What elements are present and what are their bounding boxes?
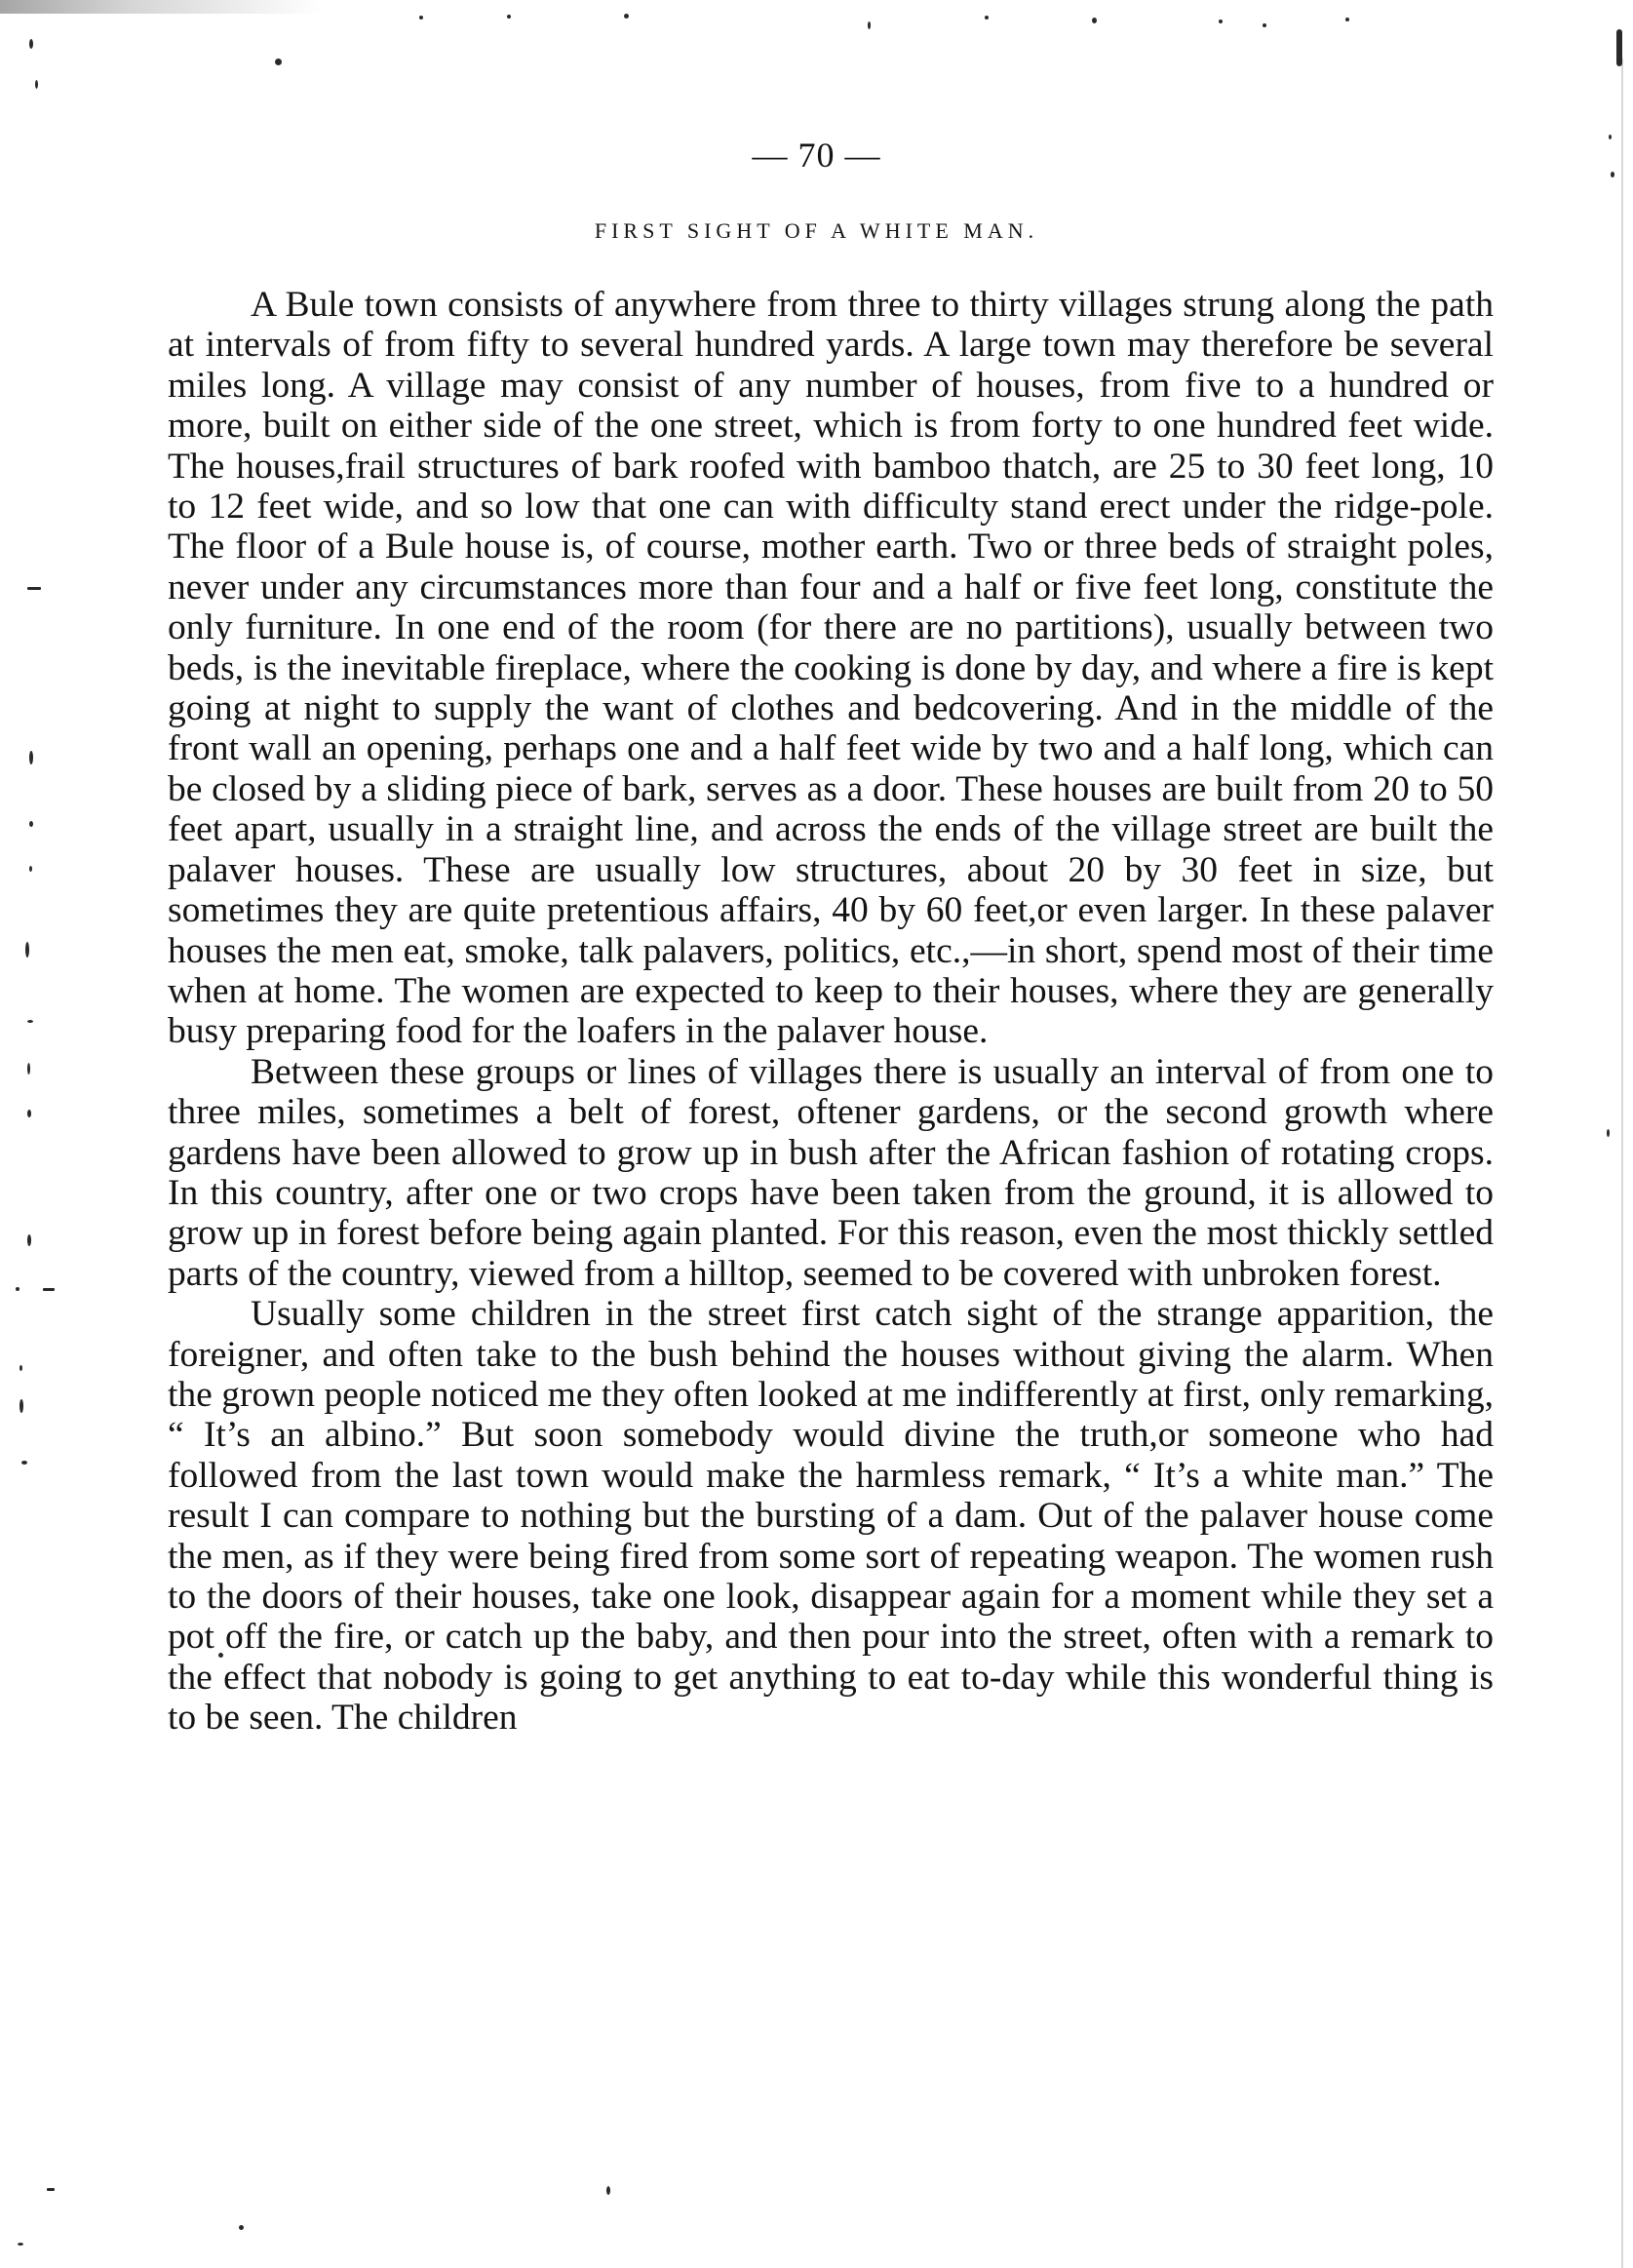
scan-speck bbox=[507, 15, 511, 19]
scan-speck bbox=[1219, 20, 1223, 23]
scan-speck bbox=[16, 1287, 19, 1291]
page-number: — 70 — bbox=[752, 136, 881, 175]
scan-speck bbox=[1345, 18, 1349, 21]
scan-right-edge bbox=[1621, 59, 1623, 2268]
scan-speck bbox=[29, 751, 33, 764]
scan-speck bbox=[19, 1365, 22, 1371]
scan-speck bbox=[239, 2225, 244, 2230]
scan-speck bbox=[25, 942, 29, 958]
scan-speck bbox=[606, 2186, 610, 2195]
scan-speck bbox=[21, 1461, 27, 1465]
scan-speck bbox=[47, 2188, 55, 2191]
scan-edge-shadow bbox=[0, 0, 322, 14]
paragraph: Usually some children in the street first catch sight of the strange apparition, the foreigner, and often take to the bush behind the houses without giving the alarm. When the grown people noticed me they often looked at me indifferently at first, only remarking, “ It’s an albino.” But soon somebody would divine the truth,or someone who had followed from the last town would make the harmless remark, “ It’s a white man.” The result I can compare to nothing but the bursting of a dam. Out of the palaver house come the men, as if they were being fired from some sort of repeating weapon. The women rush to the doors of their houses, take one look, disappear again for a moment while they set a pot off the fire, or catch up the baby, and then pour into the street, often with a remark to the effect that nobody is going to get anything to eat to-day while this wonderful thing is to be seen. The children bbox=[168, 1294, 1494, 1739]
scan-speck bbox=[985, 16, 989, 20]
scan-speck bbox=[35, 80, 38, 89]
scan-speck bbox=[868, 21, 871, 29]
scan-speck bbox=[27, 1234, 31, 1246]
scan-speck bbox=[419, 16, 423, 20]
body-text bbox=[168, 285, 1494, 1739]
scan-speck bbox=[29, 39, 33, 49]
scan-speck bbox=[27, 587, 41, 590]
scan-speck bbox=[275, 59, 282, 65]
scan-speck bbox=[1607, 1129, 1610, 1137]
scan-speck bbox=[27, 1063, 30, 1075]
scan-speck bbox=[27, 1020, 33, 1023]
scan-speck bbox=[27, 1110, 31, 1117]
scan-speck bbox=[19, 1399, 23, 1413]
scan-speck bbox=[1616, 29, 1622, 66]
scan-speck bbox=[624, 14, 629, 19]
scan-speck bbox=[1263, 23, 1266, 27]
scan-speck bbox=[43, 1288, 55, 1291]
scan-speck bbox=[29, 821, 33, 827]
scan-speck bbox=[29, 866, 32, 872]
paragraph: A Bule town consists of anywhere from three to thirty villages strung along the path at intervals of from fifty to several hundred yards. A large town may therefore be several miles long. A village may consist of any number of houses, from five to a hundred or more, built on either side of the one street, which is from forty to one hundred feet wide. The houses,frail structures of bark roofed with bamboo thatch, are 25 to 30 feet long, 10 to 12 feet wide, and so low that one can with difficulty stand erect under the ridge-pole. The floor of a Bule house is, of course, mother earth. Two or three beds of straight poles, never under any circumstances more than four and a half or five feet long, constitute the only furniture. In one end of the room (for there are no partitions), usually between two beds, is the inevitable fireplace, where the cooking is done by day, and where a fire is kept going at night to supply the want of clothes and bedcovering. And in the middle of the front wall an opening, perhaps one and a half feet wide by two and a half long, which can be closed by a sliding piece of bark, serves as a door. These houses are built from 20 to 50 feet apart, usually in a straight line, and across the ends of the village street are built the palaver houses. These are usually low structures, about 20 by 30 feet in size, but sometimes they are quite pretentious affairs, 40 by 60 feet,or even larger. In these palaver houses the men eat, smoke, talk palavers, politics, etc.,—in short, spend most of their time when at home. The women are expected to keep to their houses, where they are generally busy preparing food for the loafers in the palaver house. bbox=[168, 285, 1494, 1052]
section-title: FIRST SIGHT OF A WHITE MAN. bbox=[594, 218, 1039, 243]
paragraph: Between these groups or lines of villages there is usually an interval of from one to three miles, sometimes a belt of forest, oftener gardens, or the second growth where gardens have been allowed to grow up in bush after the African fashion of rotating crops. In this country, after one or two crops have been taken from the ground, it is allowed to grow up in forest before being again planted. For this reason, even the most thickly settled parts of the country, viewed from a hilltop, seemed to be covered with unbroken forest. bbox=[168, 1051, 1494, 1294]
scan-speck bbox=[18, 2243, 23, 2246]
scan-speck bbox=[1092, 18, 1097, 23]
